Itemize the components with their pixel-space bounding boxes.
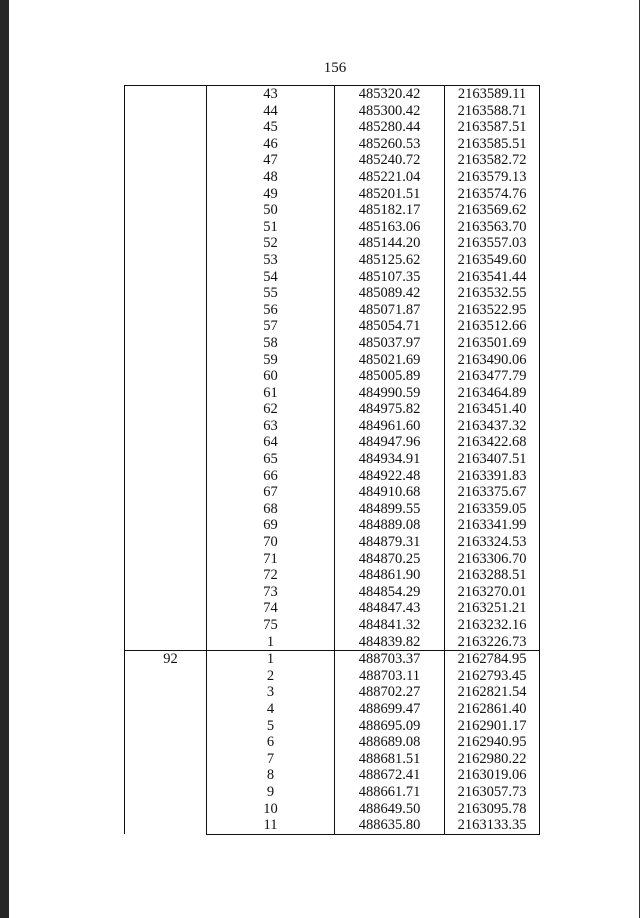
y-coordinate-cell: 2163574.76 xyxy=(445,186,540,203)
point-number-cell: 1 xyxy=(207,651,335,668)
x-coordinate-cell: 488699.47 xyxy=(335,701,445,718)
point-number-cell: 60 xyxy=(207,368,335,385)
point-number-cell: 8 xyxy=(207,767,335,784)
x-coordinate-cell: 484975.82 xyxy=(335,401,445,418)
x-coordinate-cell: 484847.43 xyxy=(335,600,445,617)
y-coordinate-cell: 2163324.53 xyxy=(445,534,540,551)
point-number-cell: 44 xyxy=(207,103,335,120)
point-number-cell: 71 xyxy=(207,551,335,568)
x-coordinate-cell: 485125.62 xyxy=(335,252,445,269)
y-coordinate-cell: 2162980.22 xyxy=(445,751,540,768)
y-coordinate-cell: 2163226.73 xyxy=(445,634,540,651)
y-coordinate-cell: 2163375.67 xyxy=(445,484,540,501)
y-coordinate-cell: 2163563.70 xyxy=(445,219,540,236)
y-coordinate-cell: 2163407.51 xyxy=(445,451,540,468)
x-coordinate-cell: 485221.04 xyxy=(335,169,445,186)
x-coordinate-cell: 488695.09 xyxy=(335,718,445,735)
point-number-cell: 75 xyxy=(207,617,335,634)
y-coordinate-cell: 2163451.40 xyxy=(445,401,540,418)
point-number-cell: 1 xyxy=(207,634,335,651)
y-coordinate-cell: 2163490.06 xyxy=(445,352,540,369)
scan-edge-left xyxy=(0,0,9,918)
point-number-cell: 49 xyxy=(207,186,335,203)
y-coordinate-cell: 2163095.78 xyxy=(445,801,540,818)
point-number-cell: 53 xyxy=(207,252,335,269)
y-coordinate-cell: 2163422.68 xyxy=(445,434,540,451)
x-coordinate-cell: 485260.53 xyxy=(335,136,445,153)
point-number-cell: 61 xyxy=(207,385,335,402)
point-number-cell: 64 xyxy=(207,434,335,451)
table-row xyxy=(125,651,540,668)
point-number-cell: 5 xyxy=(207,718,335,735)
x-coordinate-cell: 488703.11 xyxy=(335,668,445,685)
parcel-number-cell: 92 xyxy=(125,651,207,835)
y-coordinate-cell: 2163232.16 xyxy=(445,617,540,634)
page-number: 156 xyxy=(323,60,347,76)
x-coordinate-cell: 484861.90 xyxy=(335,567,445,584)
point-number-cell: 48 xyxy=(207,169,335,186)
point-number-cell: 11 xyxy=(207,817,335,834)
y-coordinate-cell: 2163569.62 xyxy=(445,202,540,219)
point-number-cell: 72 xyxy=(207,567,335,584)
y-coordinate-cell: 2163541.44 xyxy=(445,269,540,286)
y-coordinate-cell: 2163359.05 xyxy=(445,501,540,518)
y-coordinate-cell: 2163549.60 xyxy=(445,252,540,269)
y-coordinate-cell: 2163501.69 xyxy=(445,335,540,352)
y-coordinate-cell: 2163341.99 xyxy=(445,517,540,534)
x-coordinate-cell: 485300.42 xyxy=(335,103,445,120)
x-coordinate-cell: 485240.72 xyxy=(335,152,445,169)
point-number-cell: 62 xyxy=(207,401,335,418)
x-coordinate-cell: 485163.06 xyxy=(335,219,445,236)
x-coordinate-cell: 484990.59 xyxy=(335,385,445,402)
point-number-cell: 2 xyxy=(207,668,335,685)
x-coordinate-cell: 484870.25 xyxy=(335,551,445,568)
x-coordinate-cell: 484910.68 xyxy=(335,484,445,501)
point-number-cell: 7 xyxy=(207,751,335,768)
x-coordinate-cell: 484899.55 xyxy=(335,501,445,518)
x-coordinate-cell: 485107.35 xyxy=(335,269,445,286)
point-number-cell: 73 xyxy=(207,584,335,601)
y-coordinate-cell: 2163512.66 xyxy=(445,318,540,335)
y-coordinate-cell: 2162861.40 xyxy=(445,701,540,718)
y-coordinate-cell: 2163464.89 xyxy=(445,385,540,402)
y-coordinate-cell: 2163391.83 xyxy=(445,468,540,485)
y-coordinate-cell: 2162901.17 xyxy=(445,718,540,735)
y-coordinate-cell: 2163477.79 xyxy=(445,368,540,385)
x-coordinate-cell: 485005.89 xyxy=(335,368,445,385)
x-coordinate-cell: 484934.91 xyxy=(335,451,445,468)
point-number-cell: 68 xyxy=(207,501,335,518)
y-coordinate-cell: 2162793.45 xyxy=(445,668,540,685)
x-coordinate-cell: 484889.08 xyxy=(335,517,445,534)
point-number-cell: 45 xyxy=(207,119,335,136)
point-number-cell: 43 xyxy=(207,86,335,103)
point-number-cell: 46 xyxy=(207,136,335,153)
y-coordinate-cell: 2163589.11 xyxy=(445,86,540,103)
y-coordinate-cell: 2163587.51 xyxy=(445,119,540,136)
x-coordinate-cell: 485182.17 xyxy=(335,202,445,219)
x-coordinate-cell: 484947.96 xyxy=(335,434,445,451)
x-coordinate-cell: 488689.08 xyxy=(335,734,445,751)
point-number-cell: 70 xyxy=(207,534,335,551)
y-coordinate-cell: 2163522.95 xyxy=(445,302,540,319)
y-coordinate-cell: 2163251.21 xyxy=(445,600,540,617)
y-coordinate-cell: 2163532.55 xyxy=(445,285,540,302)
y-coordinate-cell: 2163133.35 xyxy=(445,817,540,834)
coordinates-table-body xyxy=(125,86,540,835)
x-coordinate-cell: 488681.51 xyxy=(335,751,445,768)
x-coordinate-cell: 485144.20 xyxy=(335,235,445,252)
point-number-cell: 47 xyxy=(207,152,335,169)
x-coordinate-cell: 484961.60 xyxy=(335,418,445,435)
x-coordinate-cell: 485021.69 xyxy=(335,352,445,369)
point-number-cell: 59 xyxy=(207,352,335,369)
y-coordinate-cell: 2163288.51 xyxy=(445,567,540,584)
y-coordinate-cell: 2163057.73 xyxy=(445,784,540,801)
x-coordinate-cell: 484854.29 xyxy=(335,584,445,601)
y-coordinate-cell: 2163306.70 xyxy=(445,551,540,568)
point-number-cell: 57 xyxy=(207,318,335,335)
y-coordinate-cell: 2162940.95 xyxy=(445,734,540,751)
y-coordinate-cell: 2162821.54 xyxy=(445,684,540,701)
point-number-cell: 54 xyxy=(207,269,335,286)
x-coordinate-cell: 485071.87 xyxy=(335,302,445,319)
y-coordinate-cell: 2163588.71 xyxy=(445,103,540,120)
point-number-cell: 3 xyxy=(207,684,335,701)
x-coordinate-cell: 485280.44 xyxy=(335,119,445,136)
point-number-cell: 69 xyxy=(207,517,335,534)
x-coordinate-cell: 488703.37 xyxy=(335,651,445,668)
y-coordinate-cell: 2163557.03 xyxy=(445,235,540,252)
point-number-cell: 9 xyxy=(207,784,335,801)
point-number-cell: 58 xyxy=(207,335,335,352)
y-coordinate-cell: 2163579.13 xyxy=(445,169,540,186)
x-coordinate-cell: 485089.42 xyxy=(335,285,445,302)
coordinates-table xyxy=(124,85,540,835)
x-coordinate-cell: 485201.51 xyxy=(335,186,445,203)
point-number-cell: 56 xyxy=(207,302,335,319)
x-coordinate-cell: 488661.71 xyxy=(335,784,445,801)
point-number-cell: 51 xyxy=(207,219,335,236)
table-row xyxy=(125,86,540,103)
x-coordinate-cell: 488672.41 xyxy=(335,767,445,784)
point-number-cell: 10 xyxy=(207,801,335,818)
x-coordinate-cell: 488702.27 xyxy=(335,684,445,701)
x-coordinate-cell: 484841.32 xyxy=(335,617,445,634)
y-coordinate-cell: 2163270.01 xyxy=(445,584,540,601)
point-number-cell: 50 xyxy=(207,202,335,219)
x-coordinate-cell: 484922.48 xyxy=(335,468,445,485)
y-coordinate-cell: 2162784.95 xyxy=(445,651,540,668)
point-number-cell: 55 xyxy=(207,285,335,302)
x-coordinate-cell: 485054.71 xyxy=(335,318,445,335)
x-coordinate-cell: 488649.50 xyxy=(335,801,445,818)
y-coordinate-cell: 2163585.51 xyxy=(445,136,540,153)
point-number-cell: 6 xyxy=(207,734,335,751)
point-number-cell: 52 xyxy=(207,235,335,252)
point-number-cell: 74 xyxy=(207,600,335,617)
point-number-cell: 4 xyxy=(207,701,335,718)
parcel-number-cell xyxy=(125,86,207,651)
y-coordinate-cell: 2163019.06 xyxy=(445,767,540,784)
y-coordinate-cell: 2163582.72 xyxy=(445,152,540,169)
x-coordinate-cell: 485320.42 xyxy=(335,86,445,103)
x-coordinate-cell: 484879.31 xyxy=(335,534,445,551)
point-number-cell: 66 xyxy=(207,468,335,485)
y-coordinate-cell: 2163437.32 xyxy=(445,418,540,435)
point-number-cell: 63 xyxy=(207,418,335,435)
point-number-cell: 65 xyxy=(207,451,335,468)
x-coordinate-cell: 485037.97 xyxy=(335,335,445,352)
x-coordinate-cell: 484839.82 xyxy=(335,634,445,651)
x-coordinate-cell: 488635.80 xyxy=(335,817,445,834)
point-number-cell: 67 xyxy=(207,484,335,501)
